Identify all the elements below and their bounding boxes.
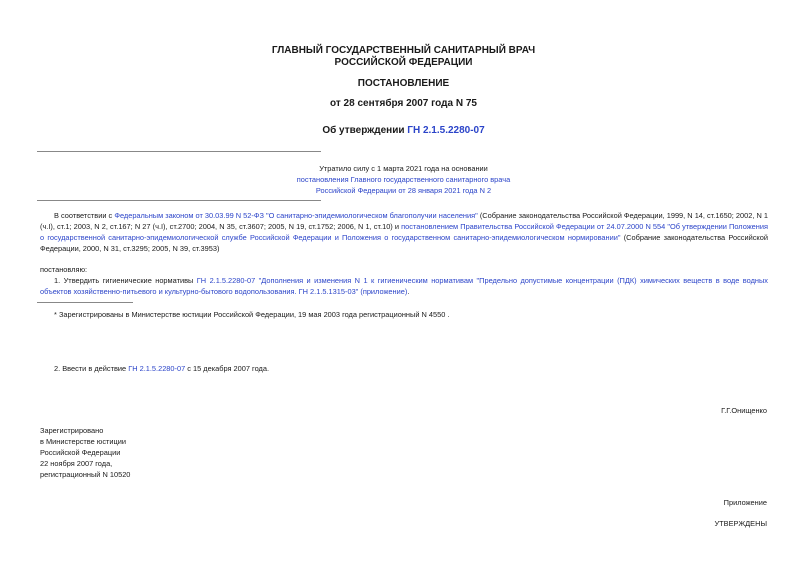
- government-decree-link[interactable]: постановлением Правительства Российской Федерации от 24.07.2000 N 554 "Об утверждении Положения о государственной санитарно-эпидемиологической службе Российской Федерации и Положения о государственном санитарно-эпидемиологическом нормировании": [40, 222, 768, 242]
- status-note-link-line1[interactable]: постановления Главного государственного санитарного врача: [296, 175, 511, 184]
- authority-country: РОССИЙСКОЙ ФЕДЕРАЦИИ: [334, 57, 473, 68]
- appendix-label: Приложение: [723, 498, 767, 507]
- preamble-text-2: (Собрание законодательства Российской Федерации, 1999, N 14, ст.1650; 2002, N 1 (ч.I), ст.1; 2003, N 2, ст.167; N 27 (ч.I), ст.2700; 2004, N 35, ст.3607; 2005, N 19, ст.1752; 2006, N 1, ст.10) и: [40, 211, 768, 231]
- federal-law-link[interactable]: Федеральным законом от 30.03.99 N 52-ФЗ "О санитарно-эпидемиологическом благополучии населения": [114, 211, 478, 220]
- signature: Г.Г.Онищенко: [721, 406, 767, 415]
- item-2-text-1: 2. Ввести в действие: [54, 364, 129, 373]
- preamble-text-1: В соответствии с: [54, 211, 115, 220]
- document-subject: [0, 125, 807, 137]
- subject-link[interactable]: ГН 2.1.5.2280-07: [407, 125, 485, 136]
- status-note-link-line2[interactable]: Российской Федерации от 28 января 2021 года N 2: [315, 186, 492, 195]
- item-1-link[interactable]: ГН 2.1.5.2280-07 "Дополнения и изменения N 1 к гигиеническим нормативам "Предельно допустимые концентрации (ПДК) химических веществ в воде водных объектов хозяйственно-питьевого и культурно-бытового водопользования. ГН 2.1.5.1315-03" (приложение): [40, 276, 768, 296]
- registration-line: Российской Федерации: [40, 448, 121, 457]
- document-date: от 28 сентября 2007 года N 75: [330, 98, 477, 109]
- approved-label: УТВЕРЖДЕНЫ: [714, 519, 767, 528]
- preamble-paragraph: [40, 210, 768, 254]
- registration-line: регистрационный N 10520: [40, 470, 131, 479]
- footnote-divider: [37, 302, 133, 303]
- item-1-text-2: .: [407, 287, 410, 296]
- divider-top: [37, 151, 321, 152]
- item-1-paragraph: [40, 275, 768, 297]
- registration-block: [40, 425, 130, 480]
- footnote-marker: *: [54, 310, 57, 319]
- registration-line: в Министерстве юстиции: [40, 437, 127, 446]
- subject-prefix: Об утверждении: [322, 125, 408, 136]
- preamble-text-3: (Собрание законодательства Российской Федерации, 2000, N 31, ст.3295; 2005, N 39, ст.3953): [40, 233, 768, 253]
- footnote: [54, 309, 449, 320]
- registration-line: Зарегистрировано: [40, 426, 104, 435]
- item-2-text-2: с 15 декабря 2007 года.: [185, 364, 269, 373]
- registration-line: 22 ноября 2007 года,: [40, 459, 113, 468]
- resolved-label: постановляю:: [40, 265, 88, 274]
- status-note-line1: Утратило силу с 1 марта 2021 года на основании: [319, 164, 488, 173]
- item-2-paragraph: [54, 363, 269, 374]
- authority-title: ГЛАВНЫЙ ГОСУДАРСТВЕННЫЙ САНИТАРНЫЙ ВРАЧ: [271, 45, 536, 56]
- item-2-link[interactable]: ГН 2.1.5.2280-07: [128, 364, 186, 373]
- document-type: ПОСТАНОВЛЕНИЕ: [357, 78, 450, 89]
- item-1-text-1: 1. Утвердить гигиенические нормативы: [54, 276, 197, 285]
- footnote-text: Зарегистрированы в Министерстве юстиции Российской Федерации, 19 мая 2003 года регистрационный N 4550 .: [56, 310, 450, 319]
- divider-bottom: [37, 200, 321, 201]
